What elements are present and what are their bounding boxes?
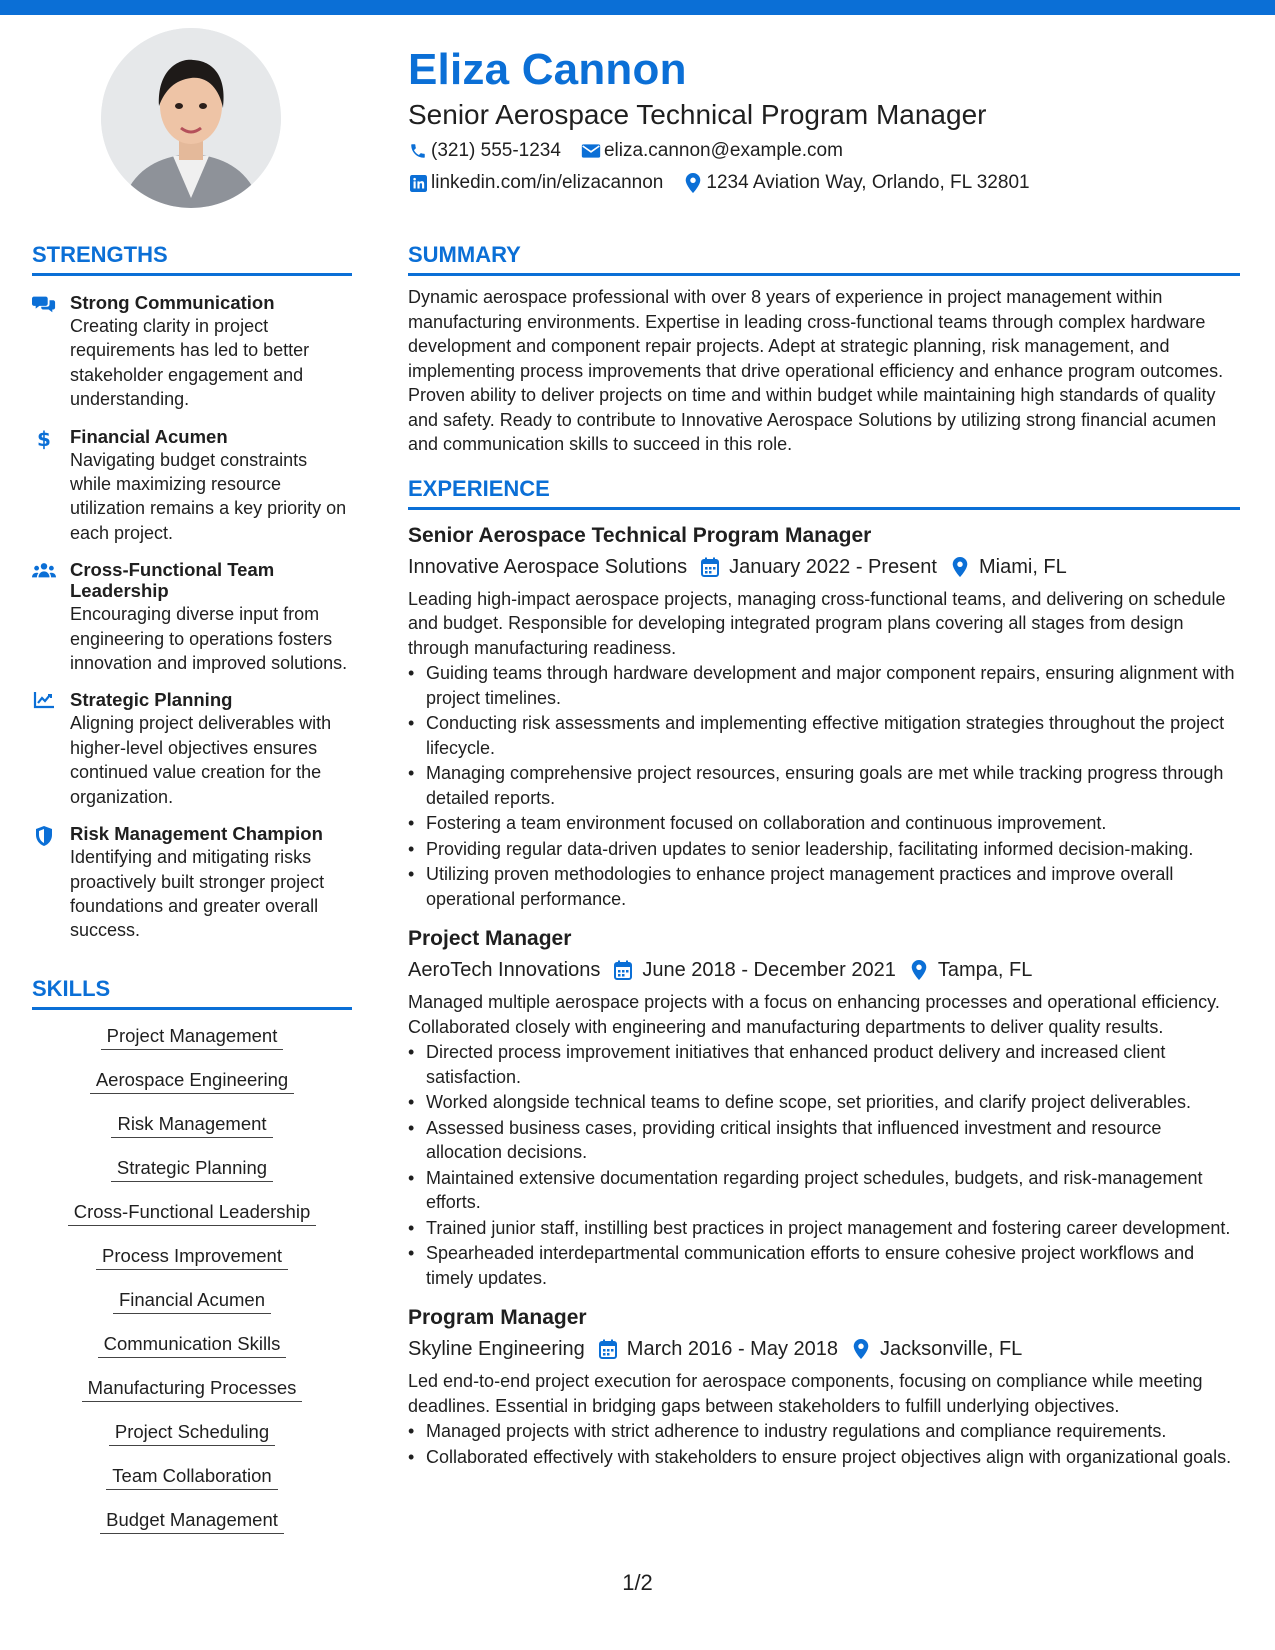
skill-tag: Communication Skills [98,1332,287,1358]
chart-line-icon [32,689,56,809]
bullet-item: • Conducting risk assessments and implementing effective mitigation strategies throughout the project lifecycle. [408,711,1240,760]
calendar-icon [612,959,634,981]
strength-desc: Creating clarity in project requirements has led to better stakeholder engagement and understanding. [70,316,310,410]
contact-row-2 [408,170,1248,196]
strength-name: Cross-Functional Team Leadership [70,559,275,602]
address-text: 1234 Aviation Way, Orlando, FL 32801 [706,172,1030,193]
top-accent-bar [0,0,1275,15]
job-location: Miami, FL [978,555,1067,578]
map-pin-icon [908,959,930,981]
job-bullets [408,661,1240,911]
candidate-name: Eliza Cannon [408,45,687,94]
dollar-icon [32,426,56,546]
portrait-image [101,28,281,208]
skill-tag: Process Improvement [96,1244,288,1270]
job-description: Managed multiple aerospace projects with a focus on enhancing processes and operational efficiency. Collaborated closely with engineering and manufacturing departments to deliver quality results. [408,992,1220,1037]
strength-item [32,689,352,809]
bullet-item: • Guiding teams through hardware development and major component repairs, ensuring alignment with project timelines. [408,661,1240,710]
linkedin-icon [408,173,428,193]
strength-item [32,559,352,675]
email-text: eliza.cannon@example.com [603,140,843,161]
strength-desc: Encouraging diverse input from engineering to operations fosters innovation and improved solutions. [70,604,348,674]
job-dates: March 2016 - May 2018 [626,1338,839,1360]
job-company: Skyline Engineering [408,1338,585,1360]
shield-icon [32,823,56,943]
strength-name: Strong Communication [70,292,275,313]
strength-name: Financial Acumen [70,425,228,447]
summary-heading: SUMMARY [408,241,1240,276]
bullet-item: • Providing regular data-driven updates to senior leadership, facilitating informed decision-making. [408,837,1240,862]
skill-tag: Team Collaboration [106,1464,277,1490]
svg-text:$: $ [37,427,51,450]
skill-tag: Manufacturing Processes [82,1376,303,1402]
contact-phone [408,138,561,164]
candidate-title: Senior Aerospace Technical Program Manager [408,99,987,130]
strength-name: Strategic Planning [70,689,233,711]
bullet-item: • Utilizing proven methodologies to enhance project management practices and improve overall operational performance. [408,862,1240,911]
job-entry [408,925,1240,1290]
map-pin-icon [949,556,971,578]
job-bullets [408,1040,1240,1290]
skills-list [32,1024,352,1534]
phone-icon [408,141,428,161]
header [408,42,1248,196]
job-dates: June 2018 - December 2021 [642,959,896,981]
job-location: Jacksonville, FL [880,1338,1023,1360]
job-company: Innovative Aerospace Solutions [408,555,688,578]
job-description: Led end-to-end project execution for aerospace components, focusing on compliance while meeting deadlines. Essential in bridging gaps between stakeholders to fulfill underlying objectives. [408,1371,1203,1416]
job-bullets [408,1419,1240,1469]
contact-linkedin[interactable] [408,170,663,196]
strength-item [32,823,352,943]
phone-text: (321) 555-1234 [431,140,561,161]
experience-heading: EXPERIENCE [408,475,1240,510]
bullet-item: • Fostering a team environment focused on collaboration and continuous improvement. [408,811,1240,836]
envelope-icon [581,141,601,161]
contact-row-1 [408,138,1248,164]
strength-desc: Identifying and mitigating risks proactively built stronger project foundations and greater overall success. [70,847,325,941]
bullet-item: • Managed projects with strict adherence to industry regulations and compliance requirements. [408,1419,1240,1444]
page-number: 1/2 [622,1570,653,1595]
map-pin-icon [850,1338,872,1360]
contact-address [683,170,1029,196]
right-column [408,241,1240,1469]
job-location: Tampa, FL [937,959,1033,981]
job-entry [408,522,1240,912]
job-description: Leading high-impact aerospace projects, managing cross-functional teams, and delivering on schedule and budget. Responsible for developing integrated program plans covering all stages from design through manufacturing readiness. [408,588,1226,658]
job-company: AeroTech Innovations [408,959,601,981]
bullet-item: • Worked alongside technical teams to define scope, set priorities, and clarify project deliverables. [408,1090,1240,1115]
bullet-item: • Spearheaded interdepartmental communication efforts to ensure cohesive project workflows and timely updates. [408,1241,1240,1290]
strength-desc: Aligning project deliverables with higher-level objectives ensures continued value creation for the organization. [70,713,332,807]
strength-item [32,426,352,546]
strength-name: Risk Management Champion [70,823,323,845]
bullet-item: • Assessed business cases, providing critical insights that influenced investment and resource allocation decisions. [408,1116,1240,1165]
skill-tag: Project Scheduling [109,1420,275,1446]
skill-tag: Project Management [101,1024,284,1050]
job-title: Senior Aerospace Technical Program Manager [408,523,872,547]
strengths-heading: STRENGTHS [32,241,352,276]
job-title: Project Manager [408,927,572,950]
map-pin-icon [683,173,703,193]
skills-heading: SKILLS [32,975,352,1010]
calendar-icon [597,1338,619,1360]
job-title: Program Manager [408,1306,587,1329]
strength-item [32,292,352,412]
skill-tag: Financial Acumen [113,1288,271,1314]
strength-desc: Navigating budget constraints while maximizing resource utilization remains a key priority on each project. [70,449,347,543]
chat-bubbles-icon [32,292,56,412]
skill-tag: Cross-Functional Leadership [68,1200,317,1226]
job-meta [408,553,1240,581]
skill-tag: Budget Management [100,1508,284,1534]
bullet-item: • Collaborated effectively with stakeholders to ensure project objectives align with organizational goals. [408,1445,1240,1470]
contact-email[interactable] [581,138,843,164]
profile-photo [101,28,281,208]
bullet-item: • Directed process improvement initiatives that enhanced product delivery and increased client satisfaction. [408,1040,1240,1089]
job-meta [408,1335,1240,1363]
calendar-icon [699,556,721,578]
linkedin-text: linkedin.com/in/elizacannon [431,172,664,193]
left-column [32,241,352,1552]
team-icon [32,559,56,675]
skill-tag: Risk Management [111,1112,272,1138]
skill-tag: Strategic Planning [111,1156,273,1182]
job-entry [408,1304,1240,1469]
bullet-item: • Maintained extensive documentation regarding project schedules, budgets, and risk-management efforts. [408,1166,1240,1215]
bullet-item: • Trained junior staff, instilling best practices in project management and fostering career development. [408,1216,1240,1241]
job-meta [408,956,1240,984]
skill-tag: Aerospace Engineering [90,1068,294,1094]
summary-text: Dynamic aerospace professional with over 8 years of experience in project management within manufacturing environments. Expertise in leading cross-functional teams through complex hardware development and component repair projects. Adept at strategic planning, risk management, and implementing process improvements that drive operational efficiency and enhance program outcomes. Proven ability to deliver projects on time and within budget while maintaining high standards of quality and safety. Ready to contribute to Innovative Aerospace Solutions by utilizing strong financial acumen and communication skills to succeed in this role. [408,287,1224,454]
bullet-item: • Managing comprehensive project resources, ensuring goals are met while tracking progress through detailed reports. [408,761,1240,810]
job-dates: January 2022 - Present [729,555,937,578]
